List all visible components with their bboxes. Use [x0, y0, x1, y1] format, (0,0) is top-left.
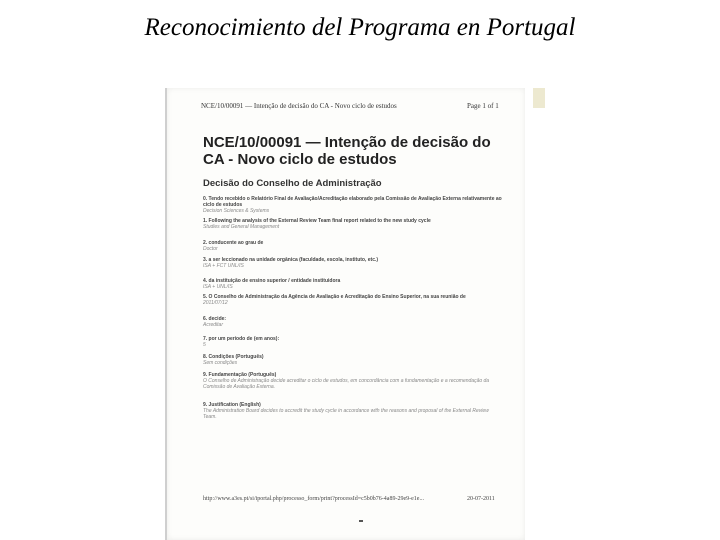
decision-item	[203, 294, 503, 306]
item-question: 8. Condições (Português)	[203, 354, 264, 360]
scan-header-page: Page 1 of 1	[467, 102, 499, 110]
item-question: 2. conducente ao grau de	[203, 240, 264, 246]
item-question: 1. Following the analysis of the External Review Team final report related to the new study cycle	[203, 218, 431, 224]
item-answer: Sem condições	[203, 360, 238, 366]
decision-item	[203, 278, 503, 290]
item-question: 6. decide:	[203, 316, 227, 322]
scan-header-left: NCE/10/00091 — Intenção de decisão do CA - Novo ciclo de estudos	[201, 102, 397, 110]
scan-speck	[359, 520, 363, 522]
decision-item	[203, 196, 503, 214]
item-answer: Studies and General Management	[203, 224, 280, 230]
item-question: 3. a ser leccionado na unidade orgânica (faculdade, escola, instituto, etc.)	[203, 257, 379, 263]
item-question: 9. Justification (English)	[203, 402, 261, 408]
footer-date: 20-07-2011	[467, 496, 495, 502]
item-answer: 2011/07/12	[203, 300, 228, 306]
decision-item	[203, 354, 503, 366]
section-title: Decisão do Conselho de Administração	[203, 178, 382, 189]
scan-edge-mark	[533, 88, 545, 108]
decision-item	[203, 218, 503, 230]
item-answer: 5	[203, 342, 206, 348]
item-answer: Doctor	[203, 246, 218, 252]
item-answer: Decision Sciences & Systems	[203, 208, 270, 214]
item-answer: ISA + UNL/IS	[203, 284, 233, 290]
item-answer: The Administration Board decides to accredit the study cycle in accordance with the reasons and proposal of the External Review Team.	[203, 408, 489, 420]
decision-item	[203, 240, 503, 252]
footer-url: http://www.a3es.pt/si/iportal.php/processo_form/print?processId=c5b0b76-4a89-29e9-e1e...	[203, 496, 424, 502]
decision-item	[203, 257, 503, 269]
item-answer: O Conselho de Administração decide acreditar o ciclo de estudos, em concordância com a fundamentação e a recomendação da Comissão de Avaliação Externa.	[203, 378, 490, 390]
item-question: 5. O Conselho de Administração da Agência de Avaliação e Acreditação do Ensino Superior, na sua reunião de	[203, 294, 466, 300]
item-question: 9. Fundamentação (Português)	[203, 372, 277, 378]
slide-title: Reconocimiento del Programa en Portugal	[144, 14, 576, 41]
document-title: NCE/10/00091 — Intenção de decisão do CA - Novo ciclo de estudos	[203, 134, 491, 168]
decision-item	[203, 402, 503, 420]
decision-item	[203, 336, 503, 348]
item-question: 7. por um período de (em anos):	[203, 336, 280, 342]
decision-item	[203, 372, 503, 390]
item-question: 0. Tendo recebido o Relatório Final de Avaliação/Acreditação elaborado pela Comissão de Avaliação Externa relativamente ao ciclo de estudos	[203, 196, 502, 208]
scanned-document	[165, 88, 525, 540]
decision-item	[203, 316, 503, 328]
item-answer: ISA + FCT UNL/IS	[203, 263, 244, 269]
item-answer: Acreditar	[203, 322, 224, 328]
item-question: 4. da instituição de ensino superior / entidade instituidora	[203, 278, 341, 284]
